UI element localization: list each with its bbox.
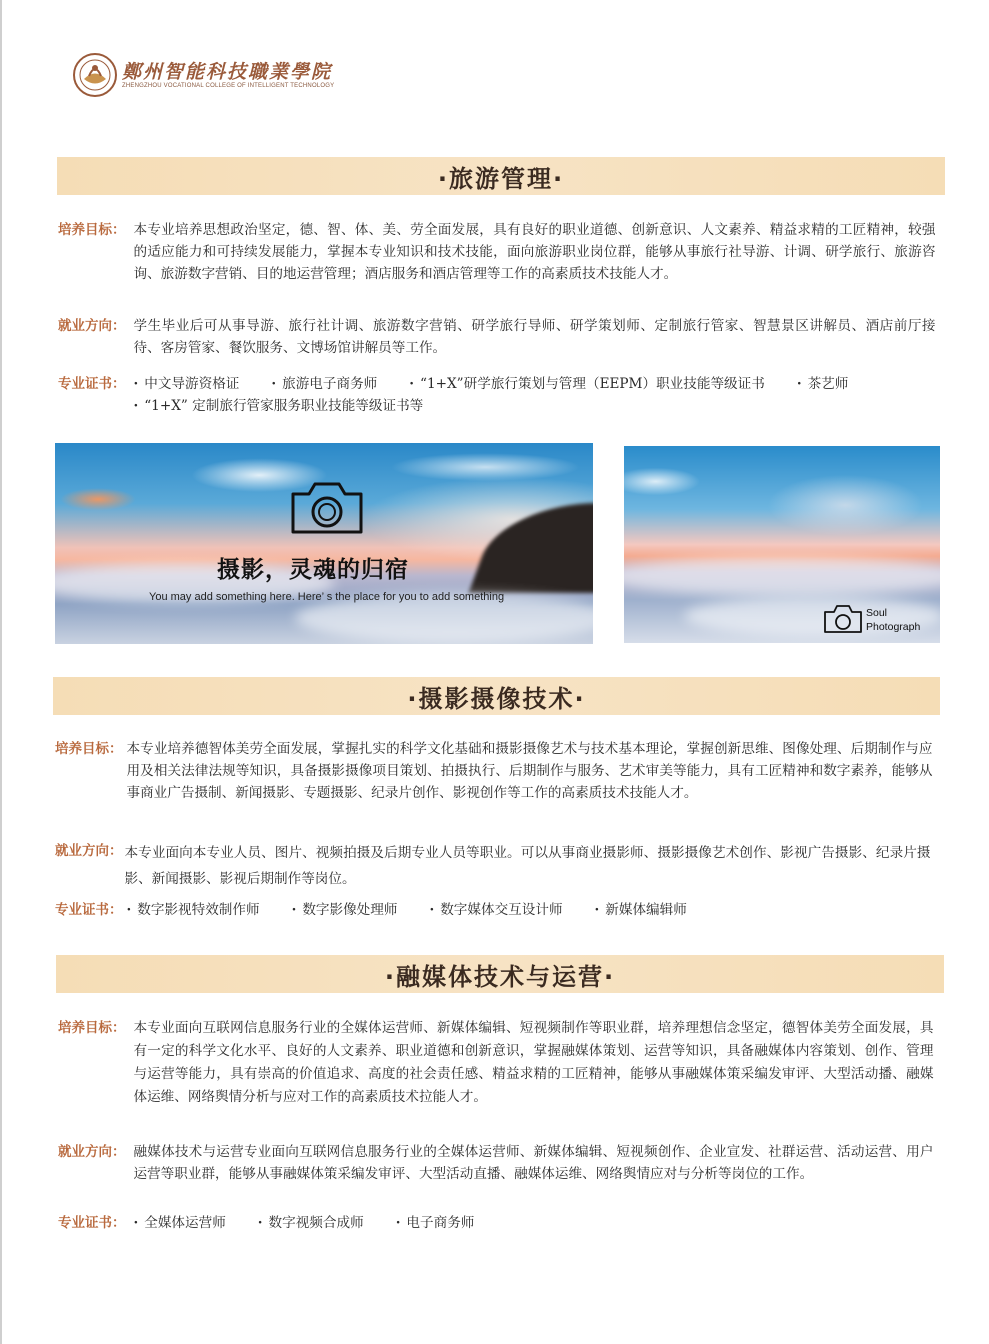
beach-photo — [624, 446, 940, 643]
row-text: 本专业培养德智体美劳全面发展，掌握扎实的科学文化基础和摄影摄像艺术与技术基本理论，掌握创新思维、图像处理、后期制作与应用及相关法律法规等知识，具备摄影摄像项目策划、拍摄执行、后期制作与服务、艺术审美等能力，具有工匠精神和数字素养，能够从事商业广告摄制、新闻摄影、专题摄影、纪录片创作、影视创作等工作的高素质技术技能人才。 — [126, 741, 933, 801]
college-emblem-icon — [72, 52, 118, 98]
training-goal-row — [55, 738, 943, 804]
row-text: 本专业面向本专业人员、图片、视频拍摄及后期专业人员等职业。可以从事商业摄影师、摄影摄像艺术创作、影视广告摄影、纪录片摄影、新闻摄影、影视后期制作等岗位。 — [124, 845, 931, 887]
row-label: 专业证书： — [58, 1215, 126, 1231]
certificate-list — [130, 1212, 930, 1234]
photo-caption — [866, 606, 920, 634]
certificate-item: · 旅游电子商务师 — [267, 373, 377, 395]
camera-icon — [287, 480, 367, 536]
certificate-item: · “1+X”研学旅行策划与管理（EEPM）职业技能等级证书 — [405, 373, 765, 395]
certificate-item: · 数字影像处理师 — [288, 899, 398, 921]
certificate-item: · 新媒体编辑师 — [591, 899, 687, 921]
row-text: 本专业培养思想政治坚定，德、智、体、美、劳全面发展，具有良好的职业道德、创新意识、人文素养、精益求精的工匠精神，较强的适应能力和可持续发展能力，掌握本专业知识和技术技能，面向旅游职业岗位群，能够从事旅行社导游、计调、研学旅行、旅游咨询、旅游数字营销、目的地运营管理；酒店服务和酒店管理等工作的高素质技术技能人才。 — [133, 222, 936, 282]
row-label: 就业方向： — [58, 318, 126, 334]
row-label: 培养目标： — [58, 222, 126, 238]
row-label: 培养目标： — [58, 1020, 126, 1036]
certificate-item: · 全媒体运营师 — [130, 1212, 226, 1234]
training-goal-row — [58, 219, 946, 285]
section-header-tourism — [57, 157, 945, 195]
certificate-item: · 数字媒体交互设计师 — [425, 899, 562, 921]
hill-silhouette — [469, 503, 593, 593]
certificate-item: · “1+X” 定制旅行管家服务职业技能等级证书等 — [130, 395, 424, 417]
section-header-media — [56, 955, 944, 993]
row-text: 融媒体技术与运营专业面向互联网信息服务行业的全媒体运营师、新媒体编辑、短视频创作、企业宣发、社群运营、活动运营、用户运营等职业群，能够从事融媒体策采编发审评、大型活动直播、融媒体运维、网络舆情应对与分析等岗位的工作。 — [133, 1144, 934, 1182]
photo-subtitle: You may add something here. Here’ s the place for you to add something — [149, 591, 505, 603]
caption-line-2: Photograph — [866, 621, 921, 633]
row-label: 就业方向： — [55, 843, 123, 859]
employment-row — [55, 840, 945, 892]
certificate-item: · 数字影视特效制作师 — [123, 899, 260, 921]
sunset-beach-photo — [55, 443, 593, 644]
camera-icon — [822, 604, 864, 634]
certificate-row — [58, 1212, 946, 1234]
row-text: 学生毕业后可从事导游、旅行社计调、旅游数字营销、研学旅行导师、研学策划师、定制旅行管家、智慧景区讲解员、酒店前厅接待、客房管家、餐饮服务、文博场馆讲解员等工作。 — [133, 318, 936, 356]
row-label: 专业证书： — [55, 902, 123, 918]
certificate-item: · 电子商务师 — [392, 1212, 475, 1234]
training-goal-row — [58, 1017, 946, 1109]
college-logo — [72, 52, 334, 98]
certificate-row — [55, 899, 943, 921]
section-title: ·融媒体技术与运营· — [384, 962, 616, 991]
employment-row — [58, 315, 946, 359]
section-title: ·旅游管理· — [437, 164, 565, 193]
row-label: 专业证书： — [58, 376, 126, 392]
certificate-list — [123, 899, 923, 921]
certificate-item: · 中文导游资格证 — [130, 373, 240, 395]
section-header-photography — [53, 677, 940, 715]
college-name-en: ZHENGZHOU VOCATIONAL COLLEGE OF INTELLIGENT TECHNOLOGY — [122, 83, 335, 89]
certificate-item: · 茶艺师 — [793, 373, 849, 395]
college-name-cn: 鄭州智能科技職業學院 — [122, 61, 333, 83]
section-title: ·摄影摄像技术· — [407, 684, 586, 713]
row-label: 就业方向： — [58, 1144, 126, 1160]
wave-foam — [624, 556, 940, 596]
caption-line-1: Soul — [866, 607, 888, 619]
certificate-list — [130, 373, 930, 417]
certificate-item: · 数字视频合成师 — [254, 1212, 364, 1234]
employment-row — [58, 1141, 946, 1185]
photo-title: 摄影，灵魂的归宿 — [217, 557, 409, 583]
row-text: 本专业面向互联网信息服务行业的全媒体运营师、新媒体编辑、短视频制作等职业群，培养理想信念坚定，德智体美劳全面发展，具有一定的科学文化水平、良好的人文素养、职业道德和创新意识，掌握融媒体策划、运营等知识，具备融媒体内容策划、创作、管理与运营等能力，具有崇高的价值追求、高度的社会责任感、精益求精的工匠精神，能够从事融媒体策采编发审评、大型活动播、融媒体运维、网络舆情分析与应对工作的高素质技术拉能人才。 — [133, 1020, 934, 1105]
certificate-row — [58, 373, 946, 417]
row-label: 培养目标： — [55, 741, 123, 757]
